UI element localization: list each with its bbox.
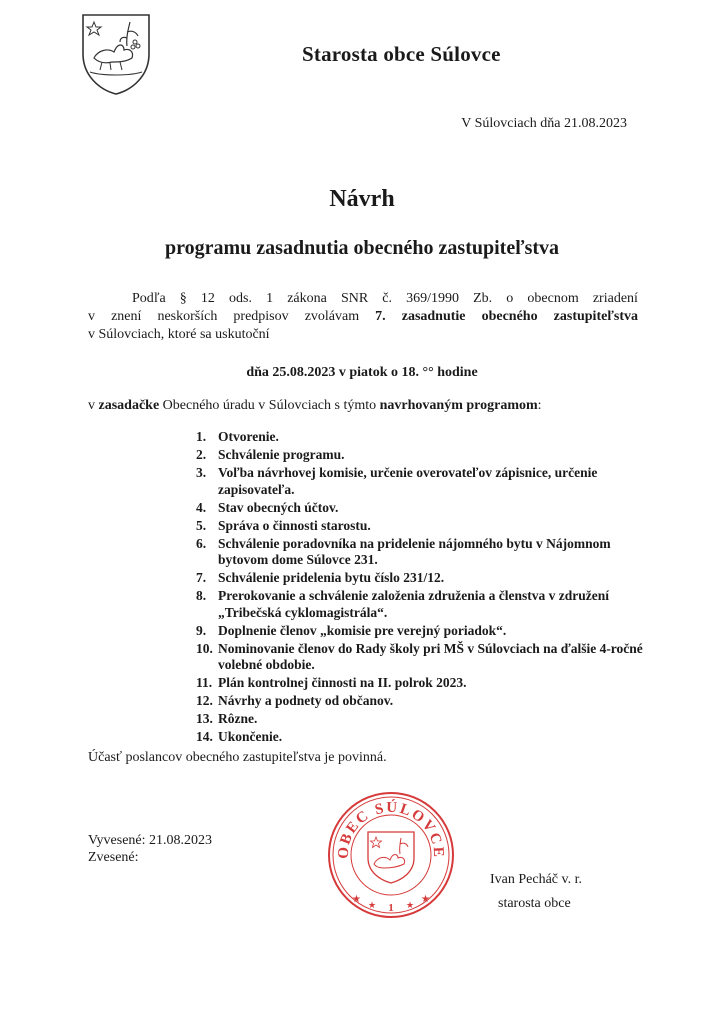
official-stamp-icon [326, 790, 456, 920]
svg-text:1: 1 [388, 902, 394, 914]
intro-word: zákona [287, 291, 327, 306]
agenda-item [196, 570, 656, 587]
program-line-mid: Obecného úradu v Súlovciach s týmto [159, 398, 380, 413]
svg-text:OBEC SÚLOVCE: OBEC SÚLOVCE [335, 799, 447, 860]
agenda-item-number: 1. [196, 429, 207, 444]
intro-paragraph [88, 290, 638, 344]
intro-word: 369/1990 [406, 291, 460, 306]
mayor-header-title: Starosta obce Súlovce [302, 42, 501, 66]
agenda-item-number: 13. [196, 711, 213, 726]
program-line-post: : [537, 398, 542, 413]
agenda-item-number: 3. [196, 465, 207, 480]
agenda-item [196, 693, 656, 710]
intro-line-2 [88, 308, 638, 326]
agenda-item-text: Návrhy a podnety od občanov. [218, 693, 394, 708]
intro-word: SNR [340, 291, 369, 306]
program-intro-line [88, 398, 542, 414]
intro-word: neskorších [157, 309, 218, 324]
agenda-item-text: Voľba návrhovej komisie, určenie overovateľov zápisnice, určenie zapisovateľa. [218, 465, 598, 497]
svg-text:★: ★ [421, 894, 430, 905]
intro-word-bold: 7. [375, 309, 386, 324]
agenda-item-number: 6. [196, 535, 207, 551]
agenda-item-number: 9. [196, 622, 207, 638]
agenda-item [196, 500, 656, 517]
intro-word-bold: obecného [481, 309, 538, 324]
intro-word: znení [111, 309, 142, 324]
agenda-item [196, 465, 656, 498]
agenda-item [196, 623, 656, 640]
agenda-item-text: Ukončenie. [218, 729, 283, 744]
intro-word: č. [382, 291, 393, 306]
signatory-name: Ivan Pecháč v. r. [490, 872, 582, 887]
document-subtitle: programu zasadnutia obecného zastupiteľstva [164, 237, 560, 259]
removed-date: Zvesené: [88, 850, 139, 865]
agenda-item [196, 729, 656, 746]
coat-of-arms-icon [80, 12, 152, 96]
svg-text:★: ★ [406, 900, 415, 910]
agenda-item-number: 11. [196, 675, 213, 690]
attendance-note: Účasť poslancov obecného zastupiteľstva je povinná. [88, 750, 387, 765]
svg-text:★: ★ [352, 894, 361, 905]
intro-word: v [88, 309, 95, 324]
intro-word: § [179, 291, 187, 306]
agenda-item [196, 711, 656, 728]
posting-info [88, 832, 212, 866]
document-title: Návrh [329, 186, 395, 212]
agenda-item [196, 447, 656, 464]
intro-word: 1 [266, 291, 274, 306]
agenda-item-text: Stav obecných účtov. [218, 499, 339, 515]
agenda-item-text: Nominovanie členov do Rady školy pri MŠ v Súlovciach na ďalšie 4-ročné volebné obdobie. [218, 640, 643, 672]
agenda-item-number: 10. [196, 640, 213, 656]
place-and-date: V Súlovciach dňa 21.08.2023 [461, 116, 627, 131]
program-line-pre: v [88, 398, 99, 413]
agenda-item-text: Schválenie programu. [218, 447, 345, 462]
agenda-item-text: Doplnenie členov „komisie pre verejný poriadok“. [218, 622, 507, 638]
intro-word: Zb. [473, 291, 493, 306]
agenda-item-text: Správa o činnosti starostu. [218, 517, 371, 533]
intro-line-1 [88, 290, 638, 308]
agenda-item-number: 14. [196, 729, 213, 744]
agenda-list [196, 429, 656, 747]
agenda-item [196, 675, 656, 692]
intro-line-3: v Súlovciach, ktoré sa uskutoční [88, 327, 270, 342]
agenda-item-number: 2. [196, 447, 207, 462]
agenda-item [196, 536, 656, 569]
agenda-item-number: 8. [196, 588, 207, 603]
intro-word-bold: zasadnutie [401, 309, 466, 324]
intro-word: obecnom [527, 291, 579, 306]
intro-word-bold: zastupiteľstva [553, 309, 638, 324]
agenda-item-number: 12. [196, 693, 213, 708]
agenda-item [196, 429, 656, 446]
agenda-item-text: Rôzne. [218, 711, 258, 726]
signatory-role: starosta obce [498, 896, 571, 911]
agenda-item-number: 4. [196, 499, 207, 515]
intro-word: 12 [200, 291, 215, 306]
intro-word: predpisov [233, 309, 289, 324]
signature-block [490, 868, 582, 916]
agenda-item-text: Prerokovanie a schválenie založenia združenia a členstva v združení „Tribečská cyklomagistrála“. [218, 588, 609, 620]
program-line-venue: zasadačke [98, 398, 160, 413]
svg-text:★: ★ [368, 900, 377, 910]
intro-word: Podľa [132, 291, 166, 306]
agenda-item-text: Schválenie poradovníka na pridelenie nájomného bytu v Nájomnom bytovom dome Súlovce 231. [218, 535, 611, 567]
intro-word: o [506, 291, 514, 306]
meeting-date: dňa 25.08.2023 v piatok o 18. °° hodine [246, 365, 478, 380]
intro-word: ods. [229, 291, 252, 306]
agenda-item-number: 5. [196, 517, 207, 533]
agenda-item-number: 7. [196, 570, 207, 585]
agenda-item [196, 588, 656, 621]
agenda-item-text: Otvorenie. [218, 429, 279, 444]
intro-word: zvolávam [304, 309, 360, 324]
program-line-emphasis: navrhovaným programom [379, 398, 538, 413]
agenda-item-text: Schválenie pridelenia bytu číslo 231/12. [218, 570, 445, 585]
agenda-item-text: Plán kontrolnej činnosti na II. polrok 2023. [218, 675, 467, 690]
posted-date: Vyvesené: 21.08.2023 [88, 833, 213, 848]
intro-word: zriadení [592, 291, 638, 306]
agenda-item [196, 641, 656, 674]
agenda-item [196, 518, 656, 535]
